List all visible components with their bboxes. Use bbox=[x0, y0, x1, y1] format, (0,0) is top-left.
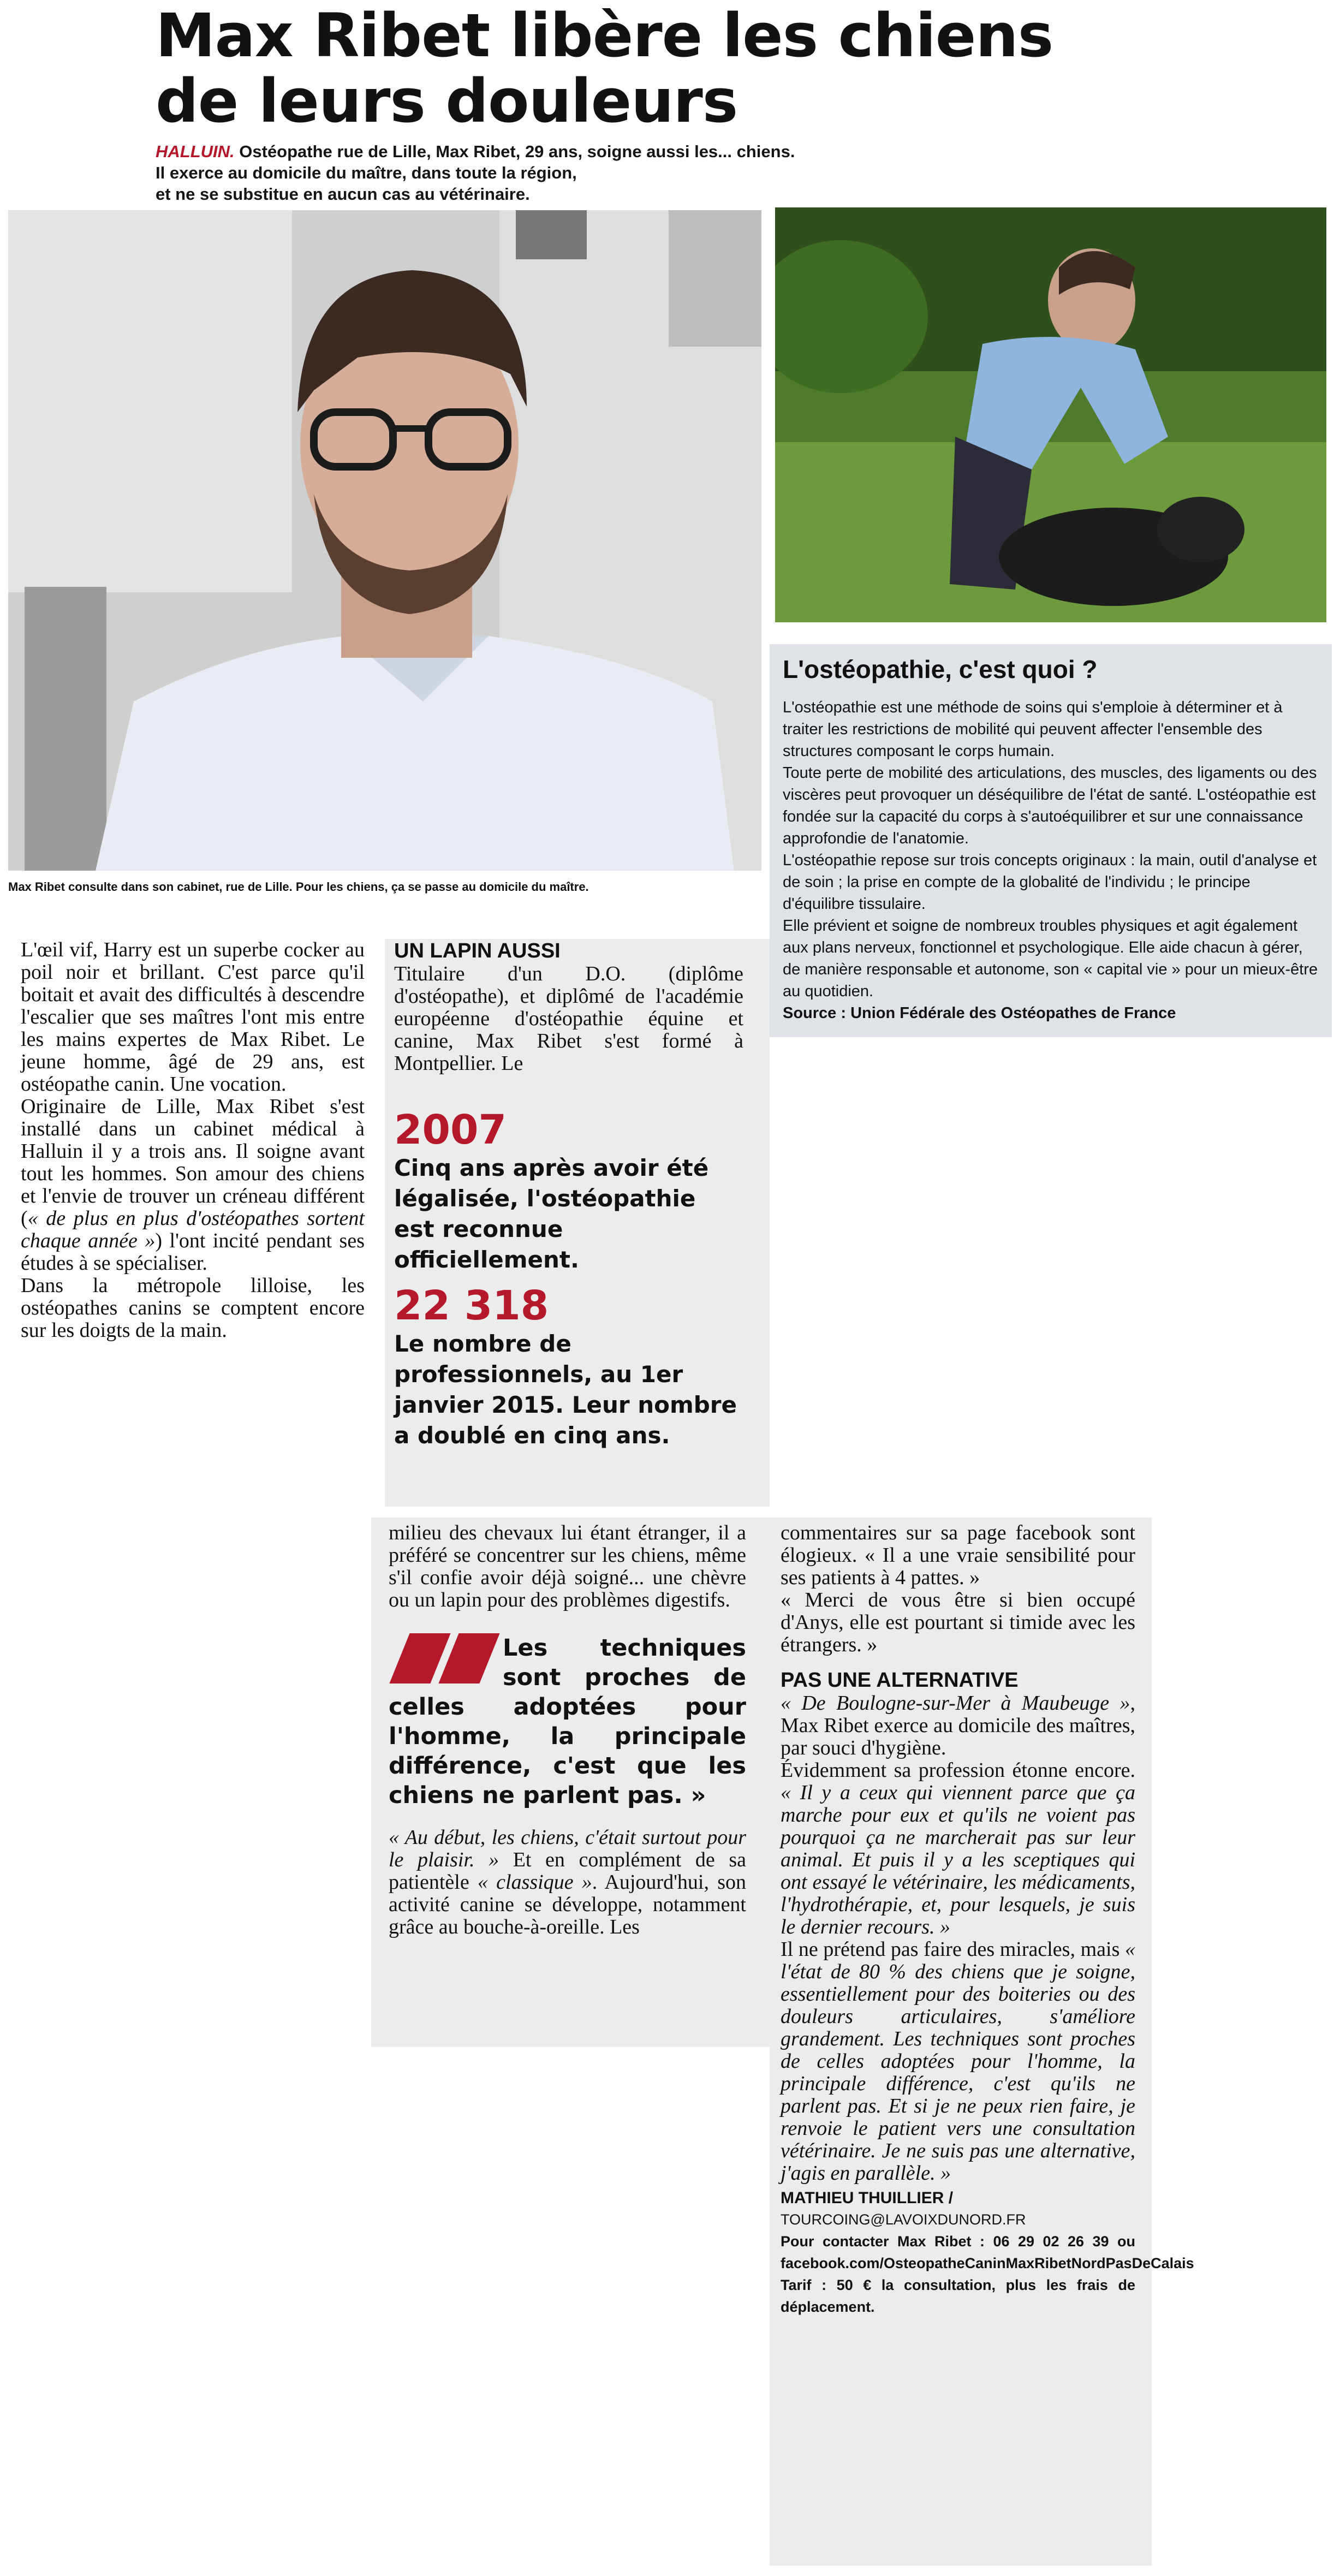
byline: MATHIEU THUILLIER / bbox=[781, 2189, 954, 2207]
article-column-2 bbox=[394, 939, 743, 1075]
contact-info: Pour contacter Max Ribet : 06 29 02 26 39 ou facebook.com/OsteopatheCaninMaxRibetNordPasDeCalais bbox=[781, 2233, 1194, 2271]
deck-city: HALLUIN. bbox=[156, 142, 235, 161]
fact-number-22318: 22 318 bbox=[394, 1282, 549, 1329]
fact-text-2007: Cinq ans après avoir été légalisée, l'ostéopathie est reconnue officiellement. bbox=[394, 1155, 709, 1273]
photo-caption: Max Ribet consulte dans son cabinet, rue de Lille. Pour les chiens, ça se passe au domicile du maître. bbox=[8, 880, 589, 894]
deck-line-1: Ostéopathe rue de Lille, Max Ribet, 29 ans, soigne aussi les... chiens. bbox=[234, 142, 795, 161]
sidebar-source: Source : Union Fédérale des Ostéopathes de France bbox=[783, 1004, 1176, 1022]
key-figures bbox=[394, 1107, 743, 1451]
article-column-4 bbox=[781, 1521, 1194, 2318]
col4-paragraph-1: commentaires sur sa page facebook sont élogieux. « Il a une vraie sensibilité pour ses patients à 4 pattes. » bbox=[781, 1521, 1135, 1589]
col3-paragraph-2: « Au début, les chiens, c'était surtout pour le plaisir. » Et en complément de sa patientèle « classique ». Aujourd'hui, son activité canine se développe, notamment grâce au bouche-à-oreille. Les bbox=[389, 1826, 746, 1938]
deck bbox=[156, 141, 974, 205]
dog-photo bbox=[775, 207, 1326, 622]
deck-line-2: Il exerce au domicile du maître, dans toute la région, bbox=[156, 163, 577, 182]
col2-paragraph-1: Titulaire d'un D.O. (diplôme d'ostéopathe), et diplômé de l'académie européenne d'ostéopathie équine et canine, Max Ribet s'est formé à Montpellier. Le bbox=[394, 962, 743, 1075]
sidebar-paragraph-3: L'ostéopathie repose sur trois concepts originaux : la main, outil d'analyse et de soin ; la prise en compte de la globalité de l'individu ; le principe d'équilibre tissulaire. bbox=[783, 852, 1317, 913]
pull-quote bbox=[389, 1633, 746, 1810]
price-info: Tarif : 50 € la consultation, plus les frais de déplacement. bbox=[781, 2277, 1135, 2315]
osteopathy-sidebar bbox=[770, 644, 1332, 1037]
quote-mark-icon bbox=[389, 1633, 495, 1688]
headline-line-2: de leurs douleurs bbox=[156, 66, 738, 136]
deck-line-3: et ne se substitue en aucun cas au vétérinaire. bbox=[156, 185, 530, 204]
article-column-1 bbox=[21, 939, 365, 1342]
col1-paragraph-1: L'œil vif, Harry est un superbe cocker au poil noir et brillant. C'est parce qu'il boitait et avait des difficultés à descendre l'escalier que ses maîtres l'ont mis entre les mains expertes de Max Ribet. Le jeune homme, âgé de 29 ans, est ostéopathe canin. Une vocation. bbox=[21, 938, 365, 1096]
col4-subhead: PAS UNE ALTERNATIVE bbox=[781, 1669, 1019, 1692]
col4-paragraph-5: Il ne prétend pas faire des miracles, mais « l'état de 80 % des chiens que je soigne, essentiellement pour des boiteries ou des douleurs articulaires, s'améliore grandement. Les techniques sont proches de celles adoptées pour l'homme, la principale différence, c'est qu'ils ne parlent pas. Et si je ne peux rien faire, je renvoie le patient vers une consultation vétérinaire. Je ne suis pas une alternative, j'agis en parallèle. » bbox=[781, 1938, 1135, 2185]
sidebar-paragraph-2: Toute perte de mobilité des articulations, des muscles, des ligaments ou des viscères peut provoquer un déséquilibre de l'état de santé. L'ostéopathie est fondée sur la capacité du corps à s'autoéquilibrer et sur une connaissance approfondie de l'anatomie. bbox=[783, 764, 1317, 847]
pull-quote-text: Les techniques sont proches de celles adoptées pour l'homme, la principale différence, c'est que les chiens ne parlent pas. » bbox=[389, 1634, 746, 1809]
sidebar-title: L'ostéopathie, c'est quoi ? bbox=[783, 655, 1098, 683]
fact-number-2007: 2007 bbox=[394, 1106, 507, 1153]
col1-paragraph-3: Dans la métropole lilloise, les ostéopathes canins se comptent encore sur les doigts de la main. bbox=[21, 1274, 365, 1342]
col1-paragraph-2: Originaire de Lille, Max Ribet s'est installé dans un cabinet médical à Halluin il y a trois ans. Il soigne avant tout les hommes. Son amour des chiens et l'envie de trouver un créneau différent (« de plus en plus d'ostéopathes sortent chaque année ») l'ont incité pendant ses études à se spécialiser. bbox=[21, 1095, 365, 1275]
col4-paragraph-3: « De Boulogne-sur-Mer à Maubeuge », Max Ribet exerce au domicile des maîtres, par souci d'hygiène. bbox=[781, 1692, 1135, 1759]
byline-email: TOURCOING@LAVOIXDUNORD.FR bbox=[781, 2211, 1026, 2228]
portrait-photo bbox=[8, 210, 761, 871]
fact-text-22318: Le nombre de professionnels, au 1er janvier 2015. Leur nombre a doublé en cinq ans. bbox=[394, 1330, 737, 1449]
col4-paragraph-2: « Merci de vous être si bien occupé d'Anys, elle est pourtant si timide avec les étrangers. » bbox=[781, 1589, 1135, 1656]
sidebar-paragraph-1: L'ostéopathie est une méthode de soins qui s'emploie à déterminer et à traiter les restrictions de mobilité qui peuvent affecter l'ensemble des structures composant le corps humain. bbox=[783, 699, 1283, 760]
article-column-3 bbox=[389, 1522, 746, 1938]
headline bbox=[156, 3, 1302, 134]
headline-line-1: Max Ribet libère les chiens bbox=[156, 1, 1053, 70]
col3-paragraph-1: milieu des chevaux lui étant étranger, il a préféré se concentrer sur les chiens, même s'il confie avoir déjà soigné... une chèvre ou un lapin pour des problèmes digestifs. bbox=[389, 1521, 746, 1611]
col4-paragraph-4: Évidemment sa profession étonne encore. « Il y a ceux qui viennent parce que ça marche pour eux et qu'ils ne voient pas pourquoi ça ne marcherait pas sur leur animal. Et puis il y a les sceptiques qui ont essayé le vétérinaire, les médicaments, l'hydrothérapie, et, pour lesquels, je suis le dernier recours. » bbox=[781, 1759, 1135, 1938]
sidebar-paragraph-4: Elle prévient et soigne de nombreux troubles physiques et agit également aux plans nerveux, fonctionnel et psychologique. Elle aide chacun à gérer, de manière responsable et autonome, son « capital vie » pour un mieux-être au quotidien. bbox=[783, 917, 1318, 1000]
col2-subhead: UN LAPIN AUSSI bbox=[394, 939, 561, 962]
